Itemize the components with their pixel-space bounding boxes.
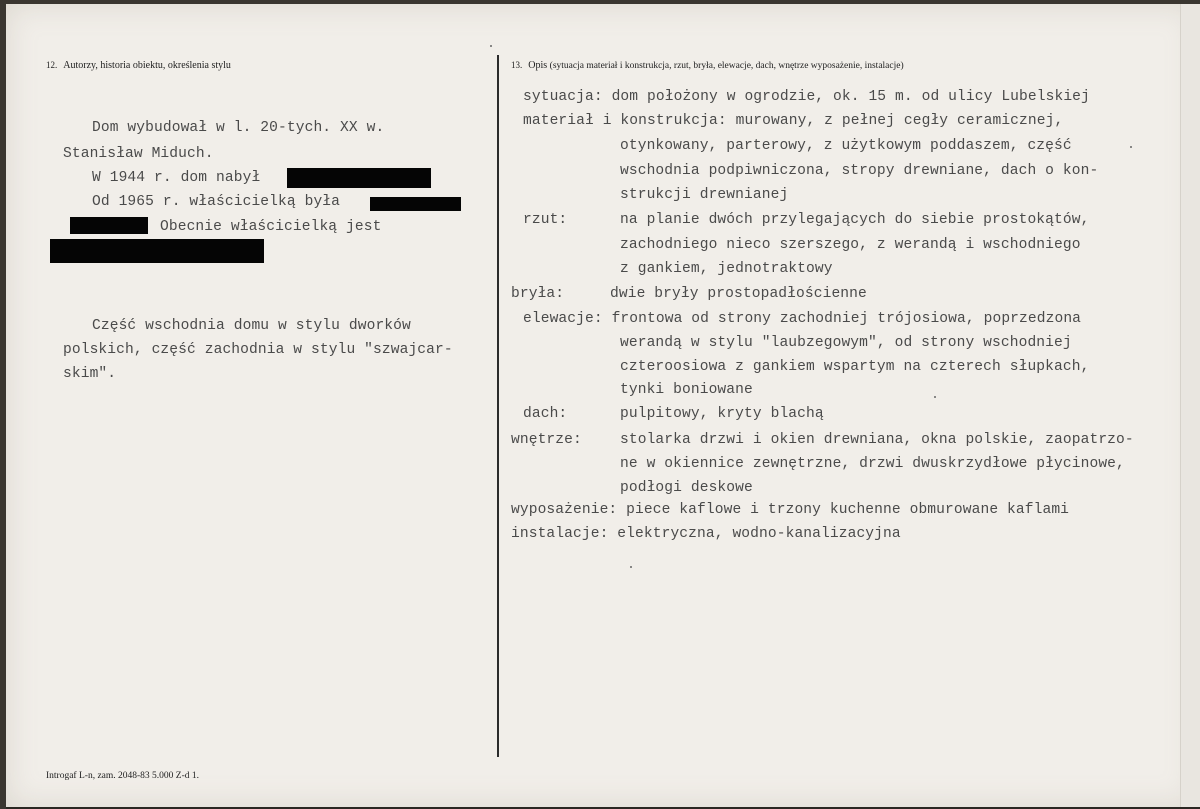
desc-line-dach: pulpitowy, kryty blachą: [620, 406, 824, 422]
section-12-number: 12.: [46, 60, 58, 70]
desc-line-wyposazenie: wyposażenie: piece kaflowe i trzony kuchenne obmurowane kaflami: [511, 502, 1070, 518]
page-right-edge: [1180, 4, 1200, 807]
section-12-title: Autorzy, historia obiektu, określenia stylu: [63, 60, 231, 71]
history-line-4: Od 1965 r. właścicielką była: [92, 194, 341, 210]
history-line-5: Obecnie właścicielką jest: [160, 219, 382, 235]
desc-line-elewacje-3: czteroosiowa z gankiem wspartym na czterech słupkach,: [620, 359, 1090, 375]
history-line-3: W 1944 r. dom nabył: [92, 170, 261, 186]
desc-line-instalacje: instalacje: elektryczna, wodno-kanalizacyjna: [511, 526, 901, 542]
desc-line-rzut-3: z gankiem, jednotraktowy: [620, 261, 833, 277]
section-13-header: [511, 60, 904, 71]
redaction-bar: [70, 217, 148, 234]
scan-speck: [1130, 146, 1132, 148]
desc-label-rzut: rzut:: [523, 212, 568, 228]
desc-line-wnetrze-2: ne w okiennice zewnętrzne, drzwi dwuskrzydłowe płycinowe,: [620, 456, 1125, 472]
column-divider: [497, 55, 499, 757]
desc-line-rzut-1: na planie dwóch przylegających do siebie prostokątów,: [620, 212, 1090, 228]
section-13-title: Opis: [528, 60, 548, 71]
desc-line-material-4: strukcji drewnianej: [620, 187, 789, 203]
scan-speck: [630, 566, 632, 568]
desc-label-bryla: bryła:: [511, 286, 565, 302]
style-line-3: skim".: [63, 366, 117, 382]
history-line-2: Stanisław Miduch.: [63, 146, 214, 162]
printer-footer: Introgaf L-n, zam. 2048-83 5.000 Z-d 1.: [46, 771, 200, 781]
style-line-1: Część wschodnia domu w stylu dworków: [92, 318, 411, 334]
history-line-1: Dom wybudował w l. 20-tych. XX w.: [92, 120, 385, 136]
scan-speck: [934, 396, 936, 398]
style-line-2: polskich, część zachodnia w stylu "szwajcar-: [63, 342, 453, 358]
section-13-subtitle: (sytuacja materiał i konstrukcja, rzut, bryła, elewacje, dach, wnętrze wyposażenie, instalacje): [549, 61, 904, 71]
scan-speck: [490, 45, 492, 47]
desc-line-elewacje-2: werandą w stylu "laubzegowym", od strony wschodniej: [620, 335, 1072, 351]
redaction-bar: [370, 197, 461, 211]
desc-label-dach: dach:: [523, 406, 568, 422]
desc-line-wnetrze-1: stolarka drzwi i okien drewniana, okna polskie, zaopatrzo-: [620, 432, 1134, 448]
desc-line-sytuacja: sytuacja: dom położony w ogrodzie, ok. 15 m. od ulicy Lubelskiej: [523, 89, 1090, 105]
desc-line-material-2: otynkowany, parterowy, z użytkowym poddaszem, część: [620, 138, 1072, 154]
desc-line-wnetrze-3: podłogi deskowe: [620, 480, 753, 496]
redaction-bar: [50, 239, 264, 263]
desc-label-wnetrze: wnętrze:: [511, 432, 582, 448]
desc-line-material: materiał i konstrukcja: murowany, z pełnej cegły ceramicznej,: [523, 113, 1064, 129]
desc-line-elewacje-4: tynki boniowane: [620, 382, 753, 398]
desc-line-material-3: wschodnia podpiwniczona, stropy drewniane, dach o kon-: [620, 163, 1099, 179]
desc-line-rzut-2: zachodniego nieco szerszego, z werandą i wschodniego: [620, 237, 1081, 253]
desc-line-elewacje-1: elewacje: frontowa od strony zachodniej trójosiowa, poprzedzona: [523, 311, 1082, 327]
desc-line-bryla: dwie bryły prostopadłościenne: [610, 286, 867, 302]
section-13-number: 13.: [511, 60, 523, 70]
redaction-bar: [287, 168, 431, 188]
section-12-header: [46, 60, 231, 71]
